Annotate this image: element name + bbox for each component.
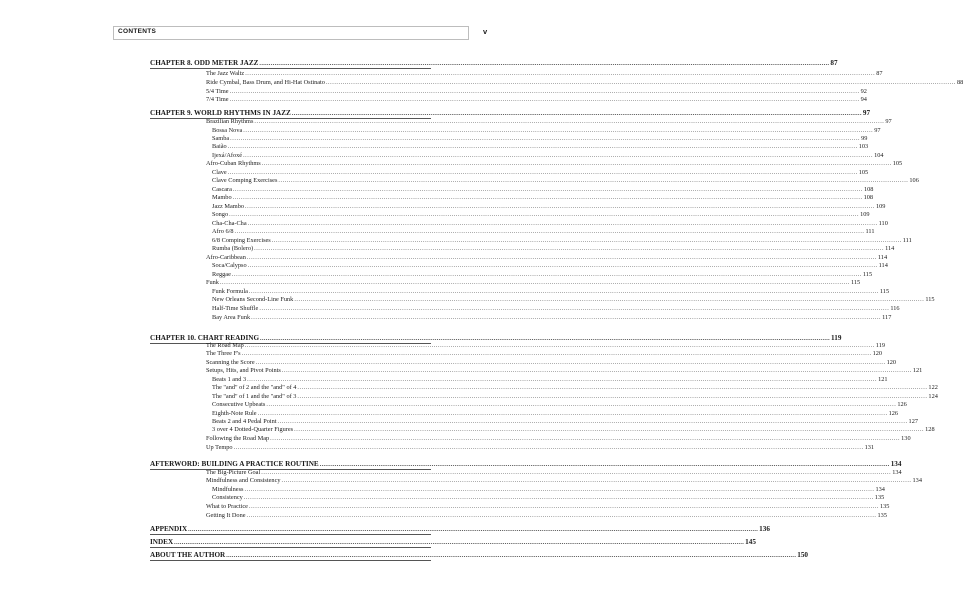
toc-entry-page: 111 xyxy=(902,237,912,244)
toc-entry-page: 109 xyxy=(876,203,886,210)
toc-entry-title: Afro 6/8 xyxy=(212,228,234,235)
toc-entry-title: ABOUT THE AUTHOR xyxy=(150,551,226,559)
toc-entry-page: 88 xyxy=(956,79,963,86)
toc-subsection-entry xyxy=(212,211,870,219)
running-header-title: CONTENTS xyxy=(118,28,157,35)
toc-entry-title: Ride Cymbal, Bass Drum, and Hi-Hat Ostinato xyxy=(206,79,325,86)
dot-leader: ............................................................................................................................................................................................................................................................................................................ xyxy=(227,170,858,176)
toc-subsection-entry xyxy=(212,305,900,313)
toc-entry-page: 134 xyxy=(890,460,902,468)
toc-entry-page: 136 xyxy=(759,525,770,533)
toc-entry-title: The "and" of 1 and the "and" of 3 xyxy=(212,393,297,400)
dot-leader: ............................................................................................................................................................................................................................................................................................................ xyxy=(294,427,925,433)
chapter-rule xyxy=(150,547,431,548)
toc-entry-page: 131 xyxy=(864,444,875,451)
toc-entry-page: 117 xyxy=(882,314,892,321)
toc-entry-title: Songo xyxy=(212,211,229,218)
toc-entry-page: 99 xyxy=(861,135,868,142)
toc-entry-page: 116 xyxy=(890,305,900,312)
dot-leader: ............................................................................................................................................................................................................................................................................................................ xyxy=(248,289,879,295)
toc-entry-page: 127 xyxy=(908,418,918,425)
toc-chapter-entry xyxy=(150,109,871,118)
toc-section-entry xyxy=(206,367,923,375)
dot-leader: ............................................................................................................................................................................................................................................................................................................ xyxy=(259,61,830,67)
toc-subsection-entry xyxy=(212,410,899,418)
dot-leader: ............................................................................................................................................................................................................................................................................................................ xyxy=(226,553,797,559)
toc-entry-title: 7/4 Time xyxy=(206,96,229,103)
toc-entry-title: Afro-Caribbean xyxy=(206,254,246,261)
dot-leader: ............................................................................................................................................................................................................................................................................................................ xyxy=(229,212,860,218)
toc-subsection-entry xyxy=(212,314,892,322)
dot-leader: ............................................................................................................................................................................................................................................................................................................ xyxy=(233,445,864,451)
dot-leader: ............................................................................................................................................................................................................................................................................................................ xyxy=(229,89,860,95)
toc-entry-title: Eighth-Note Rule xyxy=(212,410,257,417)
toc-subsection-entry xyxy=(212,245,895,253)
dot-leader: ............................................................................................................................................................................................................................................................................................................ xyxy=(297,394,928,400)
toc-entry-page: 121 xyxy=(912,367,923,374)
toc-entry-title: Bay Area Funk xyxy=(212,314,251,321)
toc-section-entry xyxy=(206,88,867,96)
toc-entry-title: Mindfulness and Consistency xyxy=(206,477,281,484)
toc-entry-title: Half-Time Shuffle xyxy=(212,305,259,312)
toc-subsection-entry xyxy=(212,418,918,426)
toc-entry-title: What to Practice xyxy=(206,503,248,510)
toc-subsection-entry xyxy=(212,486,885,494)
dot-leader: ............................................................................................................................................................................................................................................................................................................ xyxy=(232,195,863,201)
toc-entry-title: Beats 2 and 4 Pedal Point xyxy=(212,418,277,425)
chapter-rule xyxy=(150,560,431,561)
dot-leader: ............................................................................................................................................................................................................................................................................................................ xyxy=(297,385,928,391)
toc-entry-title: Clave Comping Exercises xyxy=(212,177,278,184)
toc-subsection-entry xyxy=(212,271,873,279)
toc-entry-page: 126 xyxy=(897,401,907,408)
toc-section-entry xyxy=(206,503,890,511)
toc-entry-page: 135 xyxy=(877,512,887,519)
toc-section-entry xyxy=(206,350,883,358)
toc-section-entry xyxy=(206,444,875,452)
dot-leader: ............................................................................................................................................................................................................................................................................................................ xyxy=(266,402,897,408)
toc-subsection-entry xyxy=(212,143,869,151)
dot-leader: ............................................................................................................................................................................................................................................................................................................ xyxy=(247,221,878,227)
dot-leader: ............................................................................................................................................................................................................................................................................................................ xyxy=(260,336,831,342)
toc-subsection-entry xyxy=(212,152,884,160)
dot-leader: ............................................................................................................................................................................................................................................................................................................ xyxy=(234,229,865,235)
toc-entry-page: 87 xyxy=(830,59,838,67)
toc-entry-page: 130 xyxy=(901,435,911,442)
dot-leader: ............................................................................................................................................................................................................................................................................................................ xyxy=(241,351,872,357)
toc-subsection-entry xyxy=(212,262,888,270)
toc-entry-title: Beats 1 and 3 xyxy=(212,376,247,383)
toc-entry-title: APPENDIX xyxy=(150,525,188,533)
toc-entry-title: Jazz Mambo xyxy=(212,203,244,210)
toc-entry-title: The Jazz Waltz xyxy=(206,70,245,77)
dot-leader: ............................................................................................................................................................................................................................................................................................................ xyxy=(244,343,875,349)
toc-entry-title: The Three F's xyxy=(206,350,241,357)
dot-leader: ............................................................................................................................................................................................................................................................................................................ xyxy=(247,263,878,269)
toc-subsection-entry xyxy=(212,203,886,211)
toc-subsection-entry xyxy=(212,376,888,384)
dot-leader: ............................................................................................................................................................................................................................................................................................................ xyxy=(325,80,956,86)
dot-leader: ............................................................................................................................................................................................................................................................................................................ xyxy=(270,436,901,442)
toc-entry-title: Funk Formula xyxy=(212,288,248,295)
toc-entry-title: Rumba (Bolero) xyxy=(212,245,254,252)
dot-leader: ............................................................................................................................................................................................................................................................................................................ xyxy=(281,368,912,374)
toc-chapter-entry xyxy=(150,525,770,534)
toc-entry-page: 128 xyxy=(925,426,935,433)
toc-section-entry xyxy=(206,477,922,485)
dot-leader: ............................................................................................................................................................................................................................................................................................................ xyxy=(245,71,876,77)
toc-chapter-entry xyxy=(150,59,838,68)
toc-subsection-entry xyxy=(212,186,874,194)
dot-leader: ............................................................................................................................................................................................................................................................................................................ xyxy=(291,111,862,117)
toc-subsection-entry xyxy=(212,177,919,185)
toc-entry-title: Samba xyxy=(212,135,230,142)
toc-subsection-entry xyxy=(212,401,907,409)
dot-leader: ............................................................................................................................................................................................................................................................................................................ xyxy=(254,119,885,125)
toc-entry-title: Ijexá/Afoxé xyxy=(212,152,243,159)
toc-entry-page: 145 xyxy=(745,538,756,546)
toc-entry-page: 134 xyxy=(875,486,885,493)
toc-entry-title: INDEX xyxy=(150,538,174,546)
toc-section-entry xyxy=(206,79,963,87)
dot-leader: ............................................................................................................................................................................................................................................................................................................ xyxy=(246,513,877,519)
toc-entry-title: Soca/Calypso xyxy=(212,262,247,269)
toc-entry-page: 105 xyxy=(892,160,903,167)
dot-leader: ............................................................................................................................................................................................................................................................................................................ xyxy=(243,128,874,134)
toc-entry-title: 6/8 Comping Exercises xyxy=(212,237,271,244)
toc-subsection-entry xyxy=(212,194,874,202)
toc-entry-title: Mindfulness xyxy=(212,486,244,493)
toc-entry-page: 115 xyxy=(879,288,890,295)
toc-entry-page: 111 xyxy=(865,228,875,235)
toc-entry-page: 119 xyxy=(831,334,842,342)
toc-entry-page: 150 xyxy=(797,551,809,559)
toc-chapter-entry xyxy=(150,538,756,547)
toc-entry-page: 114 xyxy=(885,245,895,252)
toc-entry-title: AFTERWORD: BUILDING A PRACTICE ROUTINE xyxy=(150,460,319,468)
toc-entry-page: 124 xyxy=(928,393,938,400)
toc-entry-title: Following the Road Map xyxy=(206,435,270,442)
toc-entry-title: Baião xyxy=(212,143,227,150)
toc-entry-page: 120 xyxy=(886,359,897,366)
dot-leader: ............................................................................................................................................................................................................................................................................................................ xyxy=(254,246,885,252)
chapter-rule xyxy=(150,534,431,535)
toc-entry-page: 97 xyxy=(862,109,871,117)
toc-entry-page: 134 xyxy=(912,477,922,484)
dot-leader: ............................................................................................................................................................................................................................................................................................................ xyxy=(231,272,862,278)
toc-section-entry xyxy=(206,279,861,287)
toc-section-entry xyxy=(206,96,867,104)
toc-entry-title: Bossa Nova xyxy=(212,127,243,134)
toc-entry-page: 115 xyxy=(850,279,861,286)
toc-entry-page: 92 xyxy=(860,88,867,95)
dot-leader: ............................................................................................................................................................................................................................................................................................................ xyxy=(277,419,908,425)
toc-section-entry xyxy=(206,160,903,168)
toc-entry-title: Consistency xyxy=(212,494,243,501)
toc-entry-page: 108 xyxy=(863,186,874,193)
dot-leader: ............................................................................................................................................................................................................................................................................................................ xyxy=(243,153,874,159)
toc-subsection-entry xyxy=(212,296,935,304)
toc-section-entry xyxy=(206,359,897,367)
chapter-rule xyxy=(150,68,431,69)
toc-section-entry xyxy=(206,469,902,477)
toc-entry-page: 108 xyxy=(863,194,874,201)
dot-leader: ............................................................................................................................................................................................................................................................................................................ xyxy=(294,297,925,303)
toc-subsection-entry xyxy=(212,426,935,434)
toc-section-entry xyxy=(206,342,885,350)
toc-subsection-entry xyxy=(212,228,875,236)
toc-entry-title: CHAPTER 8. ODD METER JAZZ xyxy=(150,59,259,67)
toc-section-entry xyxy=(206,435,911,443)
dot-leader: ............................................................................................................................................................................................................................................................................................................ xyxy=(261,161,892,167)
toc-entry-title: Consecutive Upbeats xyxy=(212,401,266,408)
dot-leader: ............................................................................................................................................................................................................................................................................................................ xyxy=(281,478,912,484)
toc-section-entry xyxy=(206,70,883,78)
toc-entry-title: The Big-Picture Goal xyxy=(206,469,261,476)
toc-entry-title: Getting It Done xyxy=(206,512,246,519)
toc-entry-title: Reggae xyxy=(212,271,231,278)
toc-entry-title: CHAPTER 9. WORLD RHYTHMS IN JAZZ xyxy=(150,109,291,117)
dot-leader: ............................................................................................................................................................................................................................................................................................................ xyxy=(227,144,858,150)
toc-subsection-entry xyxy=(212,220,888,228)
toc-entry-title: 3 over 4 Dotted-Quarter Figures xyxy=(212,426,294,433)
toc-entry-page: 106 xyxy=(909,177,919,184)
toc-entry-page: 104 xyxy=(874,152,884,159)
toc-entry-page: 103 xyxy=(858,143,869,150)
toc-entry-page: 135 xyxy=(879,503,890,510)
toc-entry-page: 134 xyxy=(892,469,902,476)
toc-entry-page: 119 xyxy=(875,342,885,349)
toc-entry-page: 110 xyxy=(878,220,888,227)
toc-entry-page: 135 xyxy=(874,494,885,501)
toc-entry-title: Up Tempo xyxy=(206,444,233,451)
dot-leader: ............................................................................................................................................................................................................................................................................................................ xyxy=(248,504,879,510)
toc-entry-title: CHAPTER 10. CHART READING xyxy=(150,334,260,342)
toc-chapter-entry xyxy=(150,460,902,469)
dot-leader: ............................................................................................................................................................................................................................................................................................................ xyxy=(245,204,875,210)
toc-entry-title: New Orleans Second-Line Funk xyxy=(212,296,294,303)
toc-entry-title: Brazilian Rhythms xyxy=(206,118,254,125)
dot-leader: ............................................................................................................................................................................................................................................................................................................ xyxy=(259,306,890,312)
toc-subsection-entry xyxy=(212,237,912,245)
dot-leader: ............................................................................................................................................................................................................................................................................................................ xyxy=(230,136,861,142)
dot-leader: ............................................................................................................................................................................................................................................................................................................ xyxy=(219,280,850,286)
toc-entry-page: 94 xyxy=(860,96,867,103)
dot-leader: ............................................................................................................................................................................................................................................................................................................ xyxy=(319,462,890,468)
toc-subsection-entry xyxy=(212,135,868,143)
toc-entry-title: The Road Map xyxy=(206,342,244,349)
toc-entry-page: 115 xyxy=(925,296,935,303)
toc-entry-page: 87 xyxy=(876,70,883,77)
toc-entry-page: 114 xyxy=(877,254,888,261)
toc-entry-page: 121 xyxy=(878,376,888,383)
dot-leader: ............................................................................................................................................................................................................................................................................................................ xyxy=(229,97,860,103)
toc-section-entry xyxy=(206,254,888,262)
toc-entry-page: 114 xyxy=(878,262,888,269)
dot-leader: ............................................................................................................................................................................................................................................................................................................ xyxy=(232,187,863,193)
dot-leader: ............................................................................................................................................................................................................................................................................................................ xyxy=(188,527,759,533)
dot-leader: ............................................................................................................................................................................................................................................................................................................ xyxy=(174,540,745,546)
toc-entry-title: Mambo xyxy=(212,194,232,201)
toc-entry-page: 126 xyxy=(888,410,899,417)
toc-entry-title: Scanning the Score xyxy=(206,359,255,366)
toc-section-entry xyxy=(206,118,892,126)
page-number: v xyxy=(483,27,488,36)
dot-leader: ............................................................................................................................................................................................................................................................................................................ xyxy=(278,178,909,184)
toc-entry-title: Afro-Cuban Rhythms xyxy=(206,160,261,167)
dot-leader: ............................................................................................................................................................................................................................................................................................................ xyxy=(255,360,886,366)
dot-leader: ............................................................................................................................................................................................................................................................................................................ xyxy=(246,255,877,261)
toc-entry-title: Cha-Cha-Cha xyxy=(212,220,247,227)
toc-entry-page: 97 xyxy=(885,118,892,125)
toc-entry-page: 105 xyxy=(858,169,869,176)
toc-entry-page: 115 xyxy=(862,271,873,278)
dot-leader: ............................................................................................................................................................................................................................................................................................................ xyxy=(244,487,875,493)
toc-entry-page: 109 xyxy=(860,211,870,218)
toc-subsection-entry xyxy=(212,494,885,502)
toc-entry-page: 120 xyxy=(872,350,883,357)
dot-leader: ............................................................................................................................................................................................................................................................................................................ xyxy=(257,411,888,417)
dot-leader: ............................................................................................................................................................................................................................................................................................................ xyxy=(271,238,902,244)
toc-subsection-entry xyxy=(212,393,938,401)
toc-entry-title: The "and" of 2 and the "and" of 4 xyxy=(212,384,297,391)
dot-leader: ............................................................................................................................................................................................................................................................................................................ xyxy=(243,495,874,501)
toc-section-entry xyxy=(206,512,887,520)
toc-entry-title: Cascara xyxy=(212,186,232,193)
toc-subsection-entry xyxy=(212,127,881,135)
toc-entry-page: 122 xyxy=(928,384,938,391)
dot-leader: ............................................................................................................................................................................................................................................................................................................ xyxy=(251,315,882,321)
toc-chapter-entry xyxy=(150,551,809,560)
toc-entry-page: 97 xyxy=(874,127,881,134)
toc-subsection-entry xyxy=(212,288,890,296)
toc-entry-title: Clave xyxy=(212,169,227,176)
dot-leader: ............................................................................................................................................................................................................................................................................................................ xyxy=(247,377,878,383)
dot-leader: ............................................................................................................................................................................................................................................................................................................ xyxy=(261,470,892,476)
toc-subsection-entry xyxy=(212,384,938,392)
toc-entry-title: Setups, Hits, and Pivot Points xyxy=(206,367,281,374)
toc-entry-title: Funk xyxy=(206,279,219,286)
toc-subsection-entry xyxy=(212,169,869,177)
toc-entry-title: 5/4 Time xyxy=(206,88,229,95)
